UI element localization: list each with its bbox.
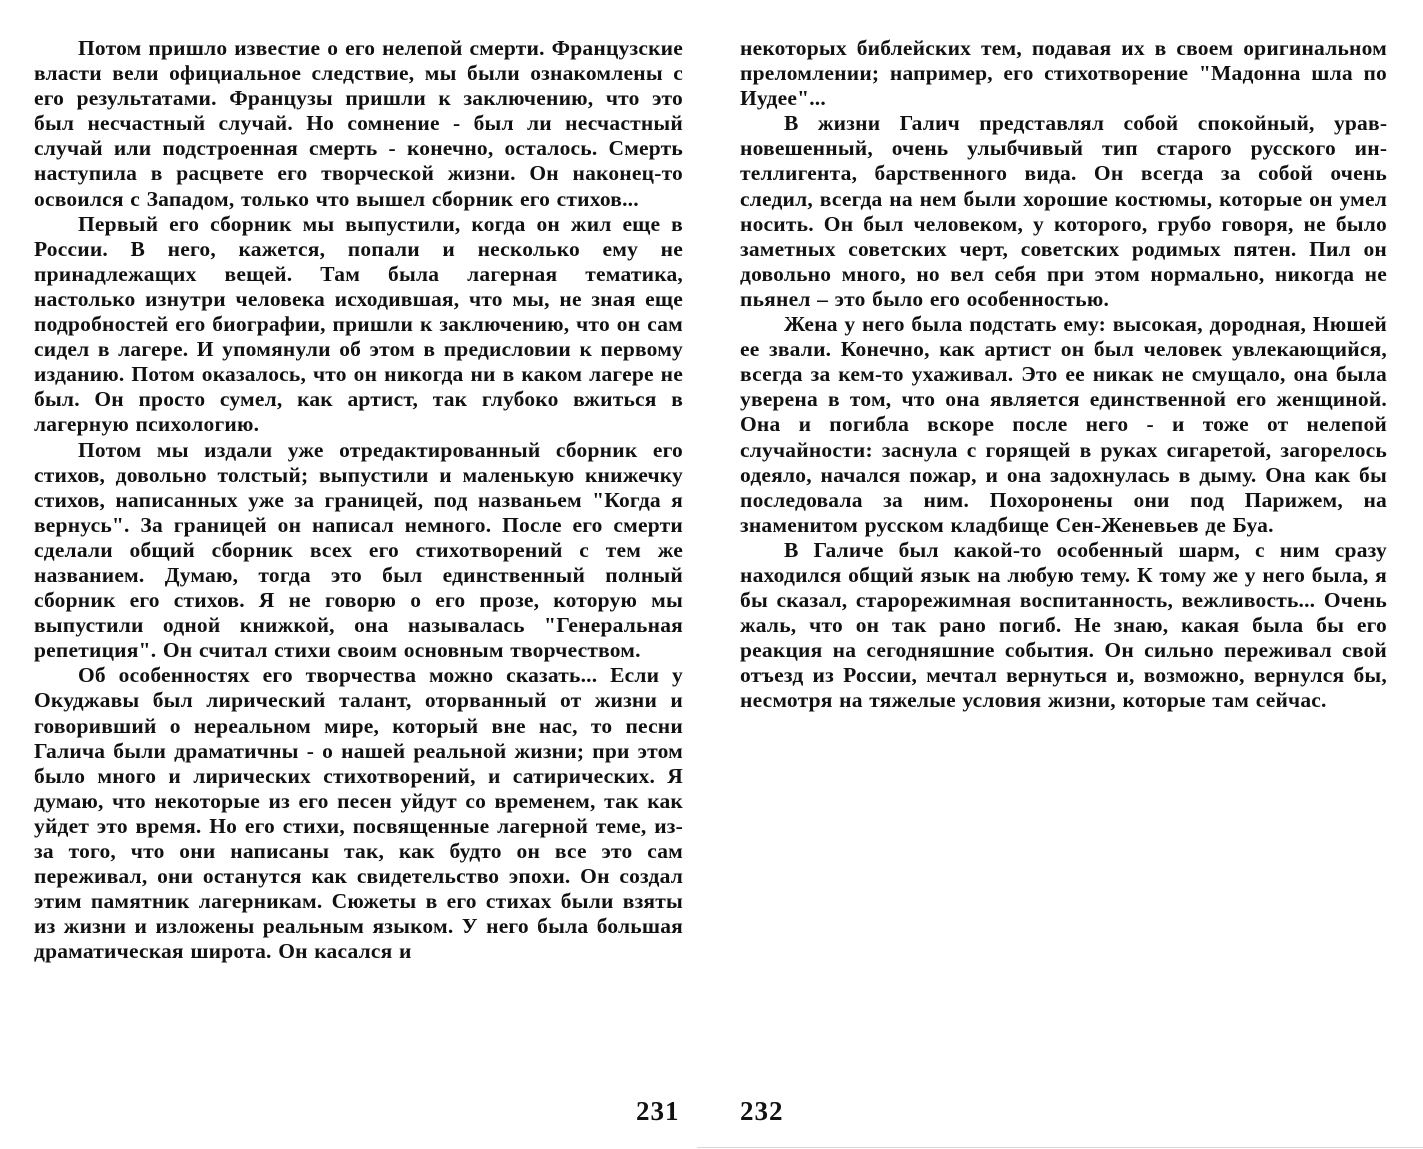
page-number-left: 231 [636,1096,680,1126]
paragraph-galich-death: Потом пришло известие о его нелепой смерти. Французские власти вели официальное следствие, мы были ознакомлены с его результатами. Французы пришли к заключению, что это был несчастный случай. Но сомнение - был ли несчастный случай или подстроенная смерть - конечно, осталось. Смерть наступила в расцвете его творческой жизни. Он наконец-то освоился с Западом, только что вышел сборник его стихов... [34,36,683,211]
paragraph-edited-collection: Потом мы издали уже отредактированный сборник его стихов, довольно толстый; выпустили и маленькую книжечку стихов, написанных уже за границей, под названьем "Когда я вернусь". За границей он написал немного. После его смерти сделали общий сборник всех его стихотворений с тем же названием. Думаю, тогда это был единственный полный сборник его стихов. Я не говорю о его прозе, которую мы выпустили одной книжкой, она называлась "Генеральная репетиция". Он считал стихи своим основным творчеством. [34,437,683,663]
paragraph-first-collection: Первый его сборник мы выпустили, когда он жил еще в России. В него, кажется, попали и несколько ему не принадлежащих вещей. Там была лагерная тематика, настолько изнутри человека исходившая, что мы, не зная еще подробностей его биографии, пришли к заключению, что он сам сидел в лагере. И упомянули об этом в предисловии к первому изданию. Потом оказалось, что он никогда ни в каком лагере не был. Он просто сумел, как артист, так глубоко вжиться в лагерную психологию. [34,211,683,437]
page-number-right: 232 [740,1096,784,1126]
right-page [711,0,1423,1149]
paragraph-wife: Жена у него была подстать ему: высокая, дородная, Нюшей ее звали. Конечно, как артист он был человек увлекающийся, всегда за кем-то ухаживал. Это ее никак не смущало, она была уверена в том, что она является единственной его женщиной. Она и погибла вскоре после него - и тоже от нелепой случайности: заснула с горящей в руках сигаретой, загорелось одеяло, начался пожар, и она задохнулась в дыму. Она как бы последовала за ним. Похоронены они под Парижем, на знаменитом русском кладбище Сен-Женевьев де Буа. [740,312,1387,537]
page-bottom-rule [697,1147,1423,1148]
paragraph-galich-in-life: В жизни Галич представлял собой спокойный, уравновешенный, очень улыбчивый тип старого русского интеллигента, барственного вида. Он всегда за собой очень следил, всегда на нем были хорошие костюмы, которые он умел носить. Он был человеком, у которого, грубо говоря, не было заметных советских черт, советских родимых пятен. Пил он довольно много, но вел себя при этом нормально, никогда не пьянел – это было его особенностью. [740,111,1387,311]
paragraph-biblical-themes: некоторых библейских тем, подавая их в своем оригинальном преломлении; например, его стихотворение "Мадонна шла по Иудее"... [740,36,1387,111]
paragraph-charm: В Галиче был какой-то особенный шарм, с ним сразу находился общий язык на любую тему. К тому же у него была, я бы сказал, старорежимная воспитанность, вежливость... Очень жаль, что он так рано погиб. Не знаю, какая была бы его реакция на сегодняшние события. Он сильно переживал свой отъезд из России, мечтал вернуться и, возможно, вернулся бы, несмотря на тяжелые условия жизни, которые там сейчас. [740,537,1387,713]
left-page [0,0,711,1149]
right-page-text-column [740,36,1387,714]
paragraph-creative-features: Об особенностях его творчества можно сказать... Если у Окуджавы был лирический талант, оторванный от жизни и говоривший о нереальном мире, который вне нас, то песни Галича были драматичны - о нашей реальной жизни; при этом было много и лирических стихотворений, и сатирических. Я думаю, что некоторые из его песен уйдут со временем, так как уйдет это время. Но его стихи, посвященные лагерной теме, из-за того, что они написаны так, как будто он все это сам переживал, они останутся как свидетельство эпохи. Он создал этим памятник лагерникам. Сюжеты в его стихах были взяты из жизни и изложены реальным языком. У него была большая драматическая широта. Он касался и [34,663,683,964]
left-page-text-column [34,36,683,964]
